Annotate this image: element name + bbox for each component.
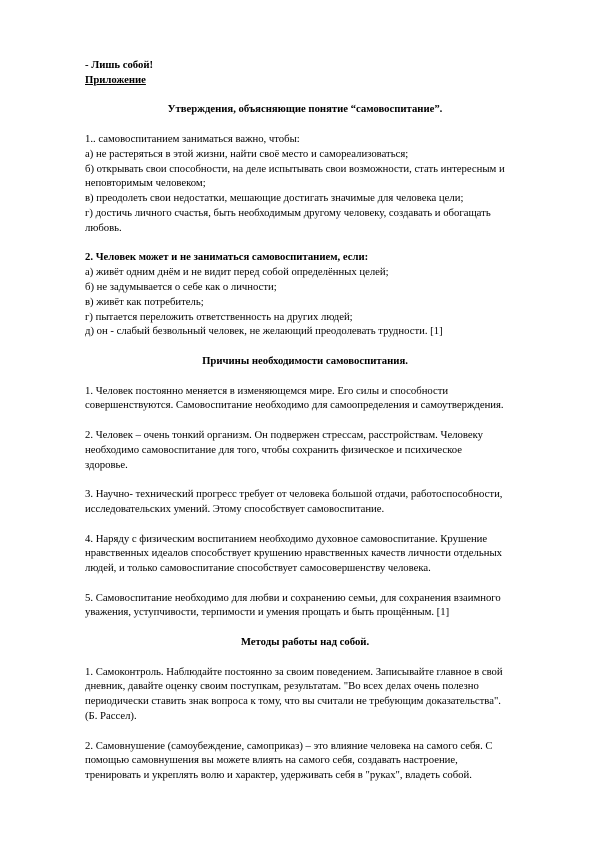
section4-line: 1. Самоконтроль. Наблюдайте постоянно за своим поведением. Записывайте главное в свой: [85, 665, 503, 678]
section2-line: б) не задумывается о себе как о личности;: [85, 280, 277, 293]
section3-line: 3. Научно- технический прогресс требует от человека большой отдачи, работоспособности,: [85, 488, 503, 501]
section4-line: (Б. Рассел).: [85, 710, 137, 723]
section3-line: уважения, уступчивости, терпимости и умения прощать и быть прощённым. [1]: [85, 606, 450, 619]
section3-line: здоровье.: [85, 458, 128, 471]
section2-heading: 2. Человек может и не заниматься самовоспитанием, если:: [85, 251, 369, 264]
section1-line: а) не растеряться в этой жизни, найти своё место и самореализоваться;: [85, 147, 409, 160]
top-line: - Лишь собой!: [85, 59, 154, 71]
section3-line: 4. Наряду с физическим воспитанием необходимо духовное самовоспитание. Крушение: [85, 532, 488, 545]
section2-line: д) он - слабый безвольный человек, не желающий преодолевать трудности. [1]: [85, 325, 443, 338]
section3-line: 2. Человек – очень тонкий организм. Он подвержен стрессам, расстройствам. Человеку: [85, 428, 483, 441]
section3-line: 5. Самовоспитание необходимо для любви и сохранению семьи, для сохранения взаимного: [85, 591, 501, 604]
section4-heading: Методы работы над собой.: [240, 636, 370, 649]
appendix-label: Приложение: [85, 73, 146, 86]
section1-intro: 1.. самовоспитанием заниматься важно, чтобы:: [85, 132, 300, 145]
section1-line: г) достичь личного счастья, быть необходимым другому человеку, создавать и обогащать: [85, 206, 491, 219]
section3-line: совершенствуются. Самовоспитание необходимо для самоопределения и самоутверждения.: [85, 399, 504, 412]
section4-line: помощью самовнушения вы можете влиять на самого себя, создавать настроение,: [85, 754, 458, 767]
section4-line: тренировать и укреплять волю и характер, удерживать себя в "руках", владеть собой.: [85, 769, 472, 782]
section1-heading: Утверждения, объясняющие понятие “самовоспитание”.: [167, 103, 443, 116]
section2-line: в) живёт как потребитель;: [85, 295, 204, 308]
section3-line: необходимо самовоспитание для того, чтобы сохранить физическое и психическое: [85, 443, 463, 456]
section1-line: в) преодолеть свои недостатки, мешающие достигать значимые для человека цели;: [85, 192, 464, 205]
section3-line: людей, и только самовоспитание способствует самосовершенству человека.: [85, 562, 431, 575]
section1-line: любовь.: [85, 221, 122, 234]
section4-line: периодически ставить знак вопроса к тому, что вы считали не требующим доказательства".: [85, 695, 501, 708]
section3-line: исследовательских умений. Этому способствует самовоспитание.: [85, 502, 385, 515]
section3-heading: Причины необходимости самовоспитания.: [202, 354, 408, 367]
section3-line: нравственных идеалов способствует крушению нравственных качеств личности отдельных: [85, 547, 502, 560]
section3-line: 1. Человек постоянно меняется в изменяющемся мире. Его силы и способности: [85, 384, 449, 397]
section1-line: неповторимым человеком;: [85, 177, 206, 190]
section2-line: а) живёт одним днём и не видит перед собой определённых целей;: [85, 266, 389, 279]
section1-line: б) открывать свои способности, на деле испытывать свои возможности, стать интересным и: [85, 162, 505, 175]
section4-line: 2. Самовнушение (самоубеждение, самоприказ) – это влияние человека на самого себя. С: [85, 739, 493, 752]
section4-line: дневник, давайте оценку своим поступкам, результатам. "Во всех делах очень полезно: [85, 680, 479, 693]
document-page: [85, 58, 525, 783]
section2-line: г) пытается переложить ответственность на других людей;: [85, 310, 353, 323]
